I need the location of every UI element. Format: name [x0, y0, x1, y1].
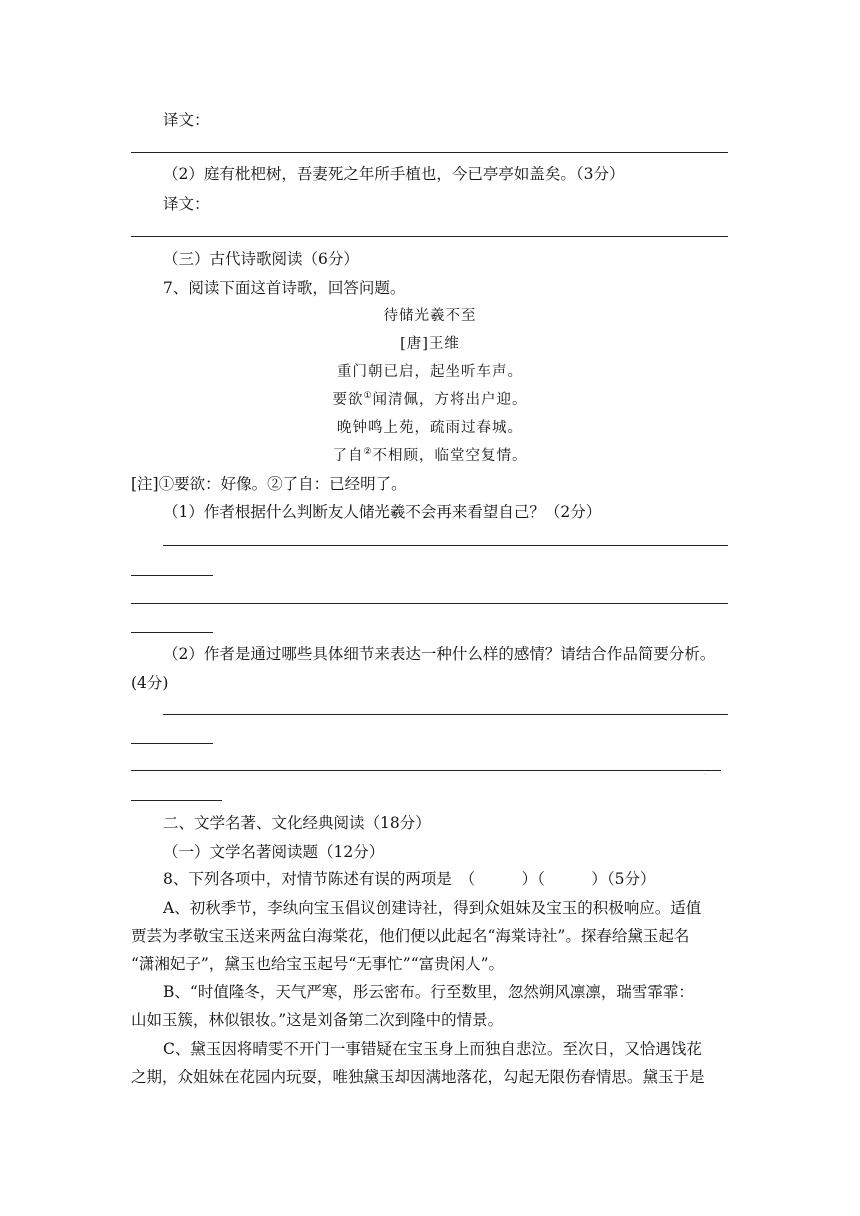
question-prompt: 7、阅读下面这首诗歌，回答问题。 [163, 279, 406, 297]
answer-line[interactable] [131, 632, 213, 633]
option-b: 山如玉簇，林似银妆。”这是刘备第二次到隆中的情景。 [131, 1011, 504, 1029]
note-marker: ② [363, 447, 373, 457]
poem-notes: [注]①要欲：好像。②了自：已经明了。 [131, 475, 407, 493]
translation-label: 译文： [163, 195, 210, 213]
poem-text: 闻清佩，方将出户迎。 [372, 392, 528, 408]
option-a: A、初秋季节，李纨向宝玉倡议创建诗社，得到众姐妹及宝玉的积极响应。适值 [163, 899, 702, 917]
answer-line[interactable] [131, 770, 721, 771]
poem-line: 晚钟鸣上苑，疏雨过春城。 [337, 420, 523, 436]
option-c: C、黛玉因将晴雯不开门一事错疑在宝玉身上而独自悲泣。至次日，又恰遇饯花 [163, 1040, 702, 1058]
answer-line[interactable] [131, 575, 213, 576]
poem-text: 不相顾，临堂空复情。 [372, 448, 528, 464]
question-sentence: （2）庭有枇杷树，吾妻死之年所手植也，今已亭亭如盖矣。（3分） [163, 165, 625, 183]
option-a: “潇湘妃子”，黛玉也给宝玉起号“无事忙”“富贵闲人”。 [131, 955, 505, 973]
poem-line [0, 390, 860, 410]
poem-text: 要欲 [332, 392, 364, 408]
answer-line[interactable] [131, 603, 728, 604]
option-a: 贾芸为孝敬宝玉送来两盆白海棠花，他们便以此起名“海棠诗社”。探春给黛玉起名 [131, 927, 690, 945]
sub-question: （2）作者是通过哪些具体细节来表达一种什么样的感情？请结合作品简要分析。 [163, 645, 716, 663]
note-marker: ① [363, 391, 373, 401]
scan-speck: · [704, 770, 707, 779]
poem-title: 待储光羲不至 [383, 308, 477, 324]
sub-question-score: (4分) [131, 674, 169, 692]
sub-question: （1）作者根据什么判断友人储光羲不会再来看望自己？（2分） [163, 503, 602, 521]
option-c: 之期，众姐妹在花园内玩耍，唯独黛玉却因满地落花，勾起无限伤春情思。黛玉于是 [131, 1068, 705, 1086]
poem-text: 了自 [332, 448, 364, 464]
part-heading: 二、文学名著、文化经典阅读（18分） [163, 814, 431, 832]
poem-line: 重门朝已启，起坐听车声。 [337, 364, 523, 380]
question-prompt: 8、下列各项中，对情节陈述有误的两项是 （ ）（ ）（5分） [163, 870, 656, 888]
translation-label: 译文： [163, 111, 210, 129]
answer-line[interactable] [163, 714, 728, 715]
answer-line[interactable] [131, 800, 222, 801]
option-b: B、“时值隆冬，天气严寒，彤云密布。行至数里，忽然朔风凛凛，瑞雪霏霏： [163, 983, 694, 1001]
poem-author: [唐]王维 [400, 336, 460, 352]
answer-line[interactable] [131, 152, 728, 153]
poem-line [0, 446, 860, 466]
section-heading: （一）文学名著阅读题（12分） [163, 843, 385, 861]
answer-line[interactable] [131, 743, 213, 744]
answer-line[interactable] [131, 236, 728, 237]
answer-line[interactable] [163, 545, 728, 546]
section-heading: （三）古代诗歌阅读（6分） [163, 250, 359, 268]
